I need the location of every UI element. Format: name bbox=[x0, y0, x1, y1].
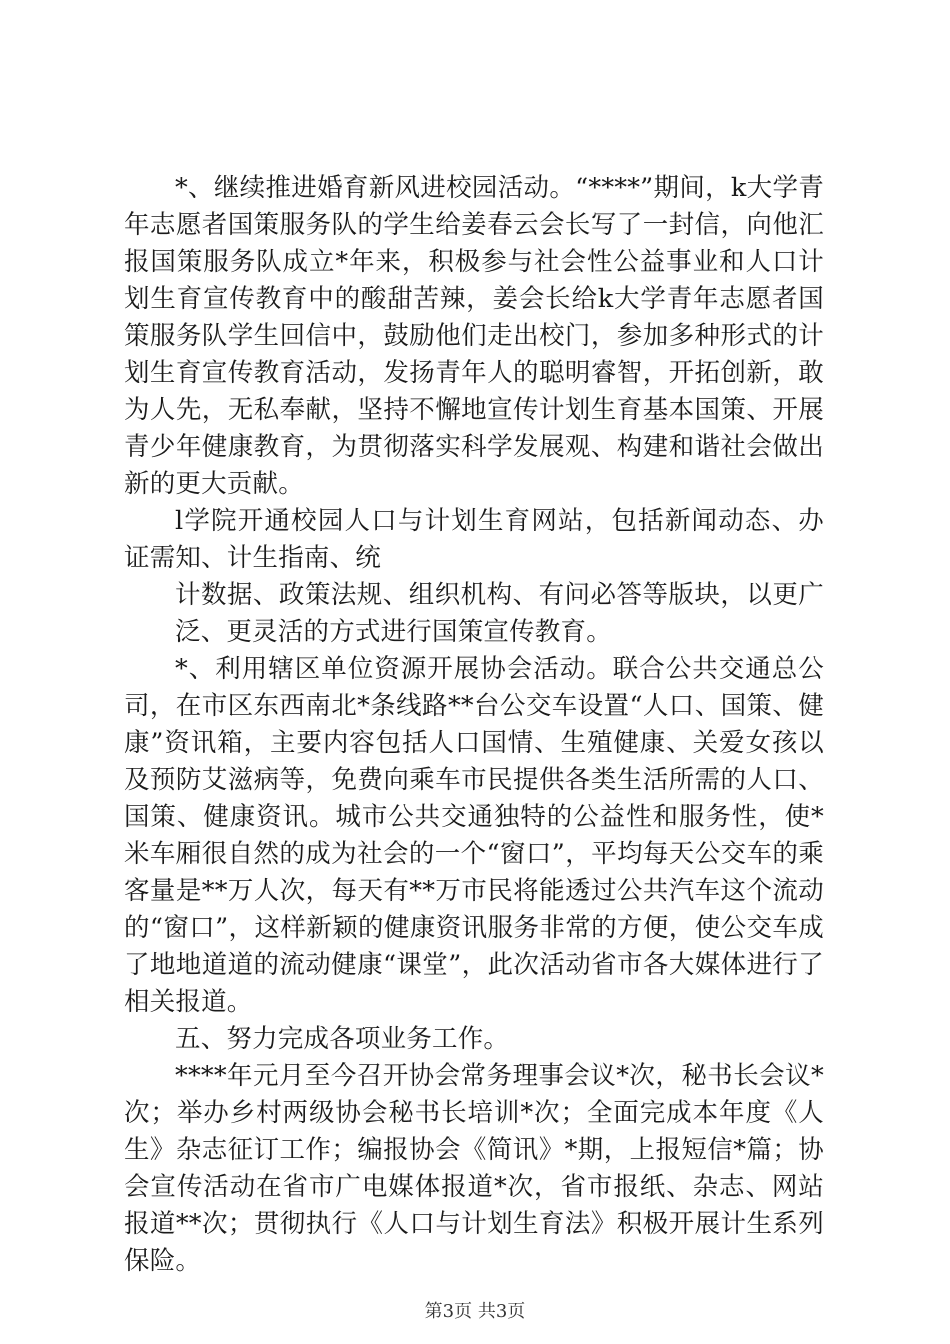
section-heading-five: 五、努力完成各项业务工作。 bbox=[175, 1024, 510, 1054]
paragraph-website-continued: 计数据、政策法规、组织机构、有问必答等版块，以更广泛、更灵活的方式进行国策宣传教育。 bbox=[175, 580, 824, 647]
page-number-footer: 第3页 共3页 bbox=[424, 1301, 526, 1322]
paragraph-campus-activity: *、继续推进婚育新风进校园活动。“****”期间，k大学青年志愿者国策服务队的学生给姜春云会长写了一封信，向他汇报国策服务队成立*年来，积极参与社会性公益事业和人口计划生育宣传教育中的酸甜苦辣，姜会长给k大学青年志愿者国策服务队学生回信中，鼓励他们走出校门，参加多种形式的计划生育宣传教育活动，发扬青年人的聪明睿智，开拓创新，敢为人先，无私奉献，坚持不懈地宣传计划生育基本国策、开展青少年健康教育，为贯彻落实科学发展观、构建和谐社会做出新的更大贡献。 bbox=[124, 173, 824, 499]
paragraph-work-summary: ****年元月至今召开协会常务理事会议*次，秘书长会议*次；举办乡村两级协会秘书长培训*次；全面完成本年度《人生》杂志征订工作；编报协会《简讯》*期，上报短信*篇；协会宣传活动在省市广电媒体报道*次，省市报纸、杂志、网站报道**次；贯彻执行《人口与计划生育法》积极开展计生系列保险。 bbox=[124, 1061, 824, 1276]
paragraph-college-website: l学院开通校园人口与计划生育网站，包括新闻动态、办证需知、计生指南、统 bbox=[124, 506, 824, 573]
paragraph-bus-activity: *、利用辖区单位资源开展协会活动。联合公共交通总公司，在市区东西南北*条线路**台公交车设置“人口、国策、健康”资讯箱，主要内容包括人口国情、生殖健康、关爱女孩以及预防艾滋病等，免费向乘车市民提供各类生活所需的人口、国策、健康资讯。城市公共交通独特的公益性和服务性，使*米车厢很自然的成为社会的一个“窗口”，平均每天公交车的乘客量是**万人次，每天有**万市民将能透过公共汽车这个流动的“窗口”，这样新颖的健康资讯服务非常的方便，使公交车成了地地道道的流动健康“课堂”，此次活动省市各大媒体进行了相关报道。 bbox=[124, 654, 824, 1017]
document-body bbox=[124, 170, 824, 1280]
